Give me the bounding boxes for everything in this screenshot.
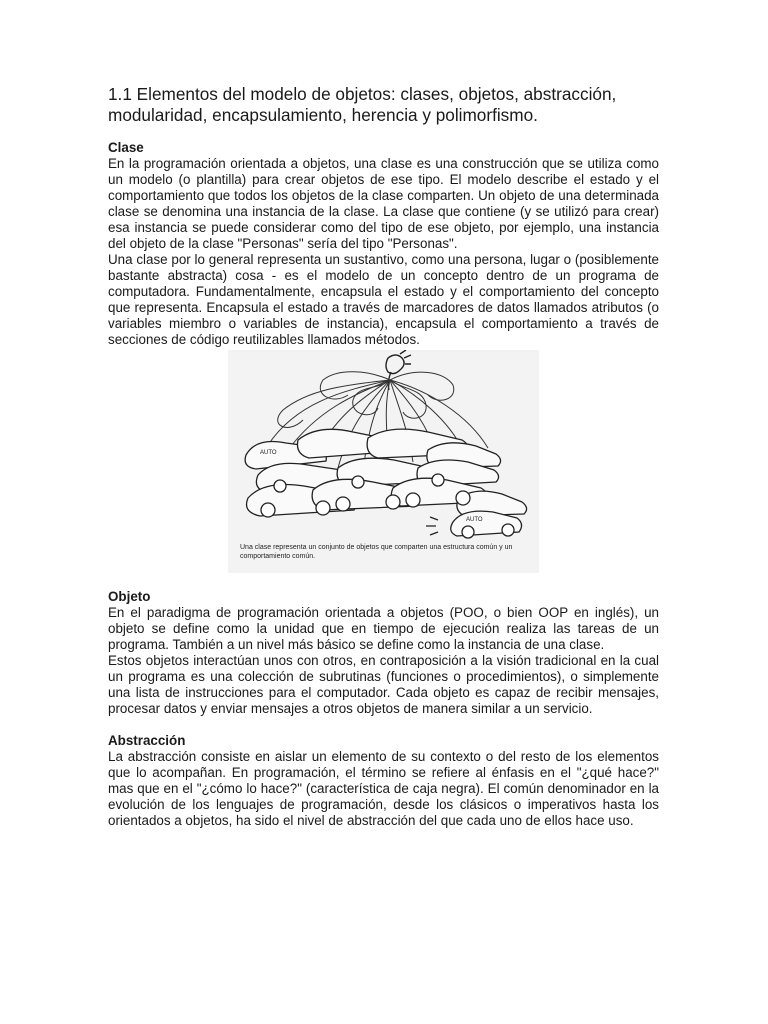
clase-paragraph-1: En la programación orientada a objetos, una clase es una construcción que se utiliza como un modelo (o plantilla) para crear objetos de ese tipo. El modelo describe el estado y el comportamiento que todos los objetos de la clase comparten. Un objeto de una determinada clase se denomina una instancia de la clase. La clase que contiene (y se utilizó para crear) esa instancia se puede considerar como del tipo de ese objeto, por ejemplo, una instancia del objeto de la clase "Personas" sería del tipo "Personas". [108, 156, 659, 251]
figure-caption: Una clase representa un conjunto de objetos que comparten una estructura común y un comportamiento común. [240, 544, 513, 560]
section-abstraccion [108, 733, 659, 829]
independent-car [426, 511, 522, 538]
car-label-2: AUTO [260, 450, 277, 456]
class-illustration [228, 350, 539, 573]
section-clase [108, 140, 659, 348]
abstraccion-paragraph-1: La abstracción consiste en aislar un elemento de su contexto o del resto de los elementos que lo acompañan. En programación, el término se refiere al énfasis en el "¿qué hace?" mas que en el "¿cómo lo hace?" (característica de caja negra). El común denominador en la evolución de los lenguajes de programación, desde los clásicos o imperativos hasta los orientados a objetos, ha sido el nivel de abstracción del que cada uno de ellos hace uso. [108, 749, 659, 828]
document-page [108, 84, 659, 829]
heading-clase: Clase [108, 140, 144, 155]
section-objeto [108, 589, 659, 717]
cars-puppeteer-drawing [228, 350, 539, 573]
objeto-paragraph-2: Estos objetos interactúan unos con otros, en contraposición a la visión tradicional en la cual un programa es una colección de subrutinas (funciones o procedimientos), o simplemente una lista de instrucciones para el computador. Cada objeto es capaz de recibir mensajes, procesar datos y enviar mensajes a otros objetos de manera similar a un servicio. [108, 653, 659, 716]
section-spacer [108, 717, 659, 733]
objeto-paragraph-1: En el paradigma de programación orientada a objetos (POO, o bien OOP en inglés), un objeto se define como la unidad que en tiempo de ejecución realiza las tareas de un programa. También a un nivel más básico se define como la instancia de una clase. [108, 605, 659, 652]
hand-drawing [386, 350, 411, 390]
heading-objeto: Objeto [108, 589, 151, 604]
car-label-1: AUTO [466, 517, 483, 523]
heading-abstraccion: Abstracción [108, 733, 186, 748]
clase-paragraph-2: Una clase por lo general representa un sustantivo, como una persona, lugar o (posiblemente bastante abstracta) cosa - es el modelo de un concepto dentro de un programa de computadora. Fundamentalmente, encapsula el estado y el comportamiento del concepto que representa. Encapsula el estado a través de marcadores de datos llamados atributos (o variables miembro o variables de instancia), encapsula el comportamiento a través de secciones de código reutilizables llamados métodos. [108, 252, 659, 347]
document-title: 1.1 Elementos del modelo de objetos: clases, objetos, abstracción, modularidad, encapsulamiento, herencia y polimorfismo. [108, 84, 617, 125]
